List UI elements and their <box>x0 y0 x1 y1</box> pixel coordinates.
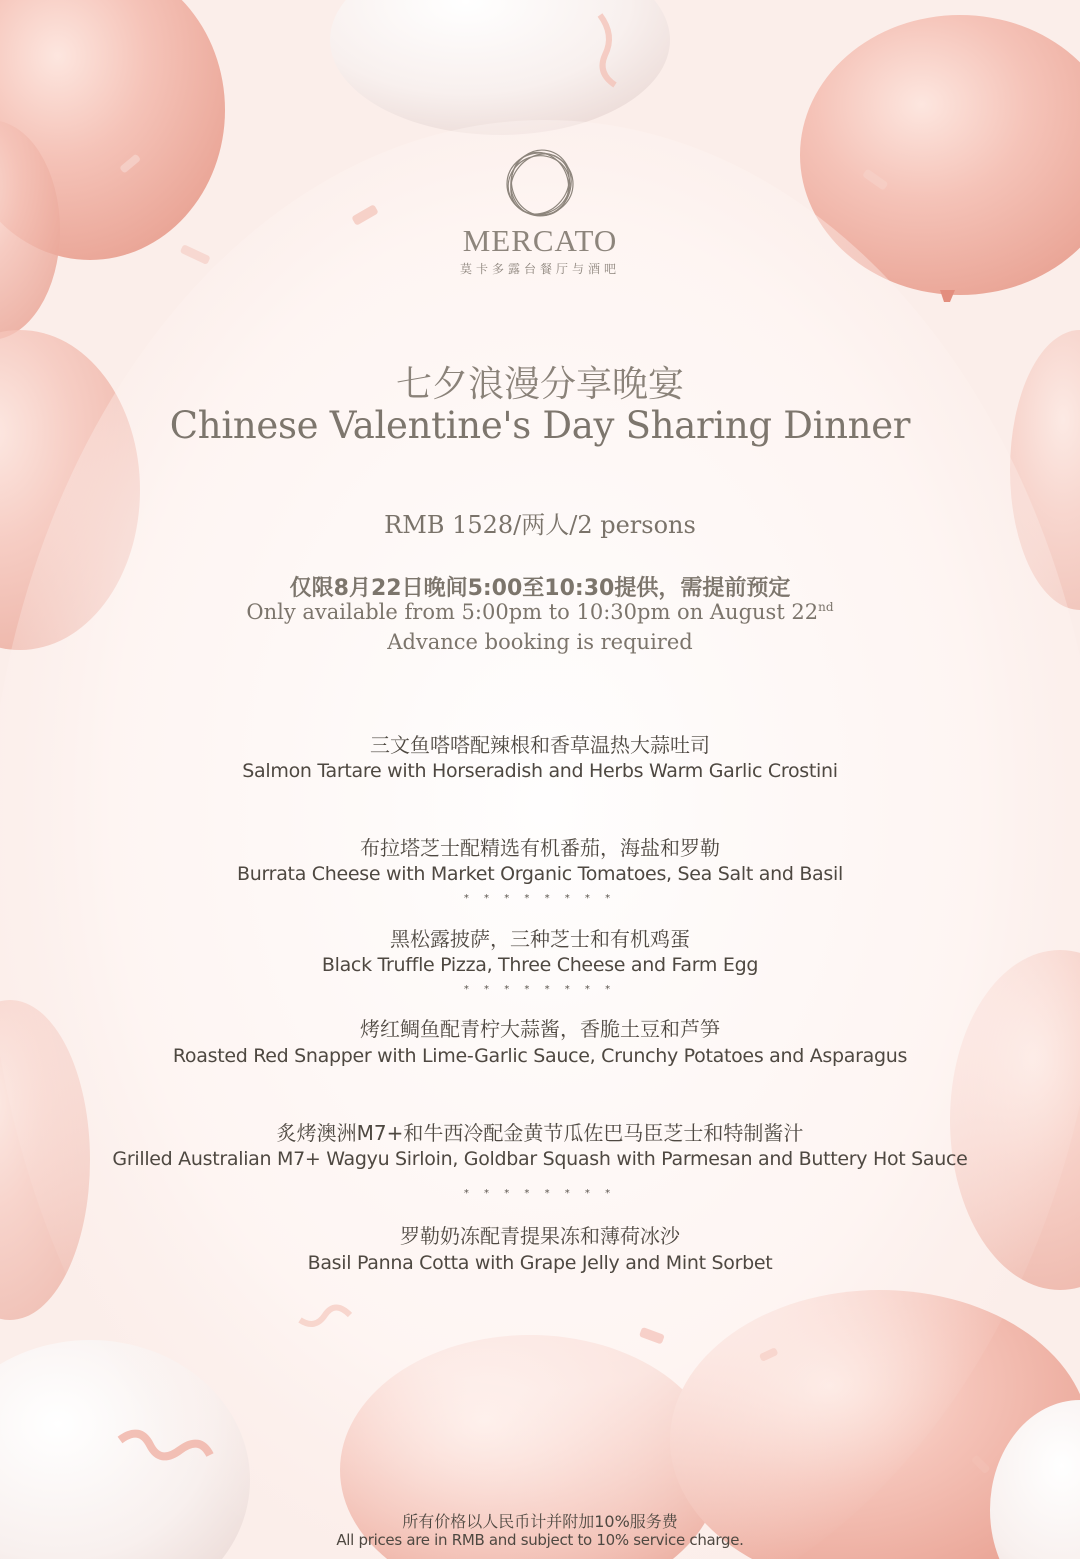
separator-2: * * * * * * * * <box>463 984 617 995</box>
availability-english <box>0 600 1080 624</box>
circle-logo-icon <box>502 148 578 220</box>
mercato-logo <box>440 148 640 277</box>
footer-chinese: 所有价格以人民币计并附加10%服务费 <box>402 1512 678 1531</box>
separator-3: * * * * * * * * <box>463 1188 617 1199</box>
title-english: Chinese Valentine's Day Sharing Dinner <box>169 404 911 447</box>
dish-5-chinese: 炙烤澳洲M7+和牛西冷配金黄节瓜佐巴马臣芝士和特制酱汁 <box>276 1121 804 1145</box>
title-chinese: 七夕浪漫分享晚宴 <box>395 364 684 405</box>
dish-6-chinese: 罗勒奶冻配青提果冻和薄荷冰沙 <box>400 1224 680 1248</box>
booking-note: Advance booking is required <box>387 630 693 654</box>
dish-5-english: Grilled Australian M7+ Wagyu Sirloin, Goldbar Squash with Parmesan and Buttery Hot Sauce <box>112 1148 968 1170</box>
dish-4-english: Roasted Red Snapper with Lime-Garlic Sauce, Crunchy Potatoes and Asparagus <box>172 1045 908 1067</box>
dish-3-english: Black Truffle Pizza, Three Cheese and Farm Egg <box>321 954 759 976</box>
price-line: RMB 1528/两人/2 persons <box>384 511 696 539</box>
dish-6-english: Basil Panna Cotta with Grape Jelly and Mint Sorbet <box>307 1252 773 1274</box>
brand-name: MERCATO <box>462 223 618 258</box>
dish-1-english: Salmon Tartare with Horseradish and Herbs Warm Garlic Crostini <box>242 760 838 782</box>
dish-3-chinese: 黑松露披萨，三种芝士和有机鸡蛋 <box>390 927 690 951</box>
availability-chinese: 仅限8月22日晚间5:00至10:30提供，需提前预定 <box>289 576 791 601</box>
brand-subtitle: 莫卡多露台餐厅与酒吧 <box>459 262 620 276</box>
dish-2-chinese: 布拉塔芝士配精选有机番茄，海盐和罗勒 <box>360 836 720 860</box>
footer-english: All prices are in RMB and subject to 10% service charge. <box>336 1531 744 1549</box>
dish-2-english: Burrata Cheese with Market Organic Tomatoes, Sea Salt and Basil <box>237 863 843 885</box>
separator-1: * * * * * * * * <box>463 893 617 904</box>
dish-4-chinese: 烤红鲷鱼配青柠大蒜酱，香脆土豆和芦笋 <box>360 1017 720 1041</box>
ordinal-suffix: nd <box>818 600 834 614</box>
dish-1-chinese: 三文鱼嗒嗒配辣根和香草温热大蒜吐司 <box>370 733 710 757</box>
availability-english-text: Only available from 5:00pm to 10:30pm on August 22 <box>246 600 819 624</box>
